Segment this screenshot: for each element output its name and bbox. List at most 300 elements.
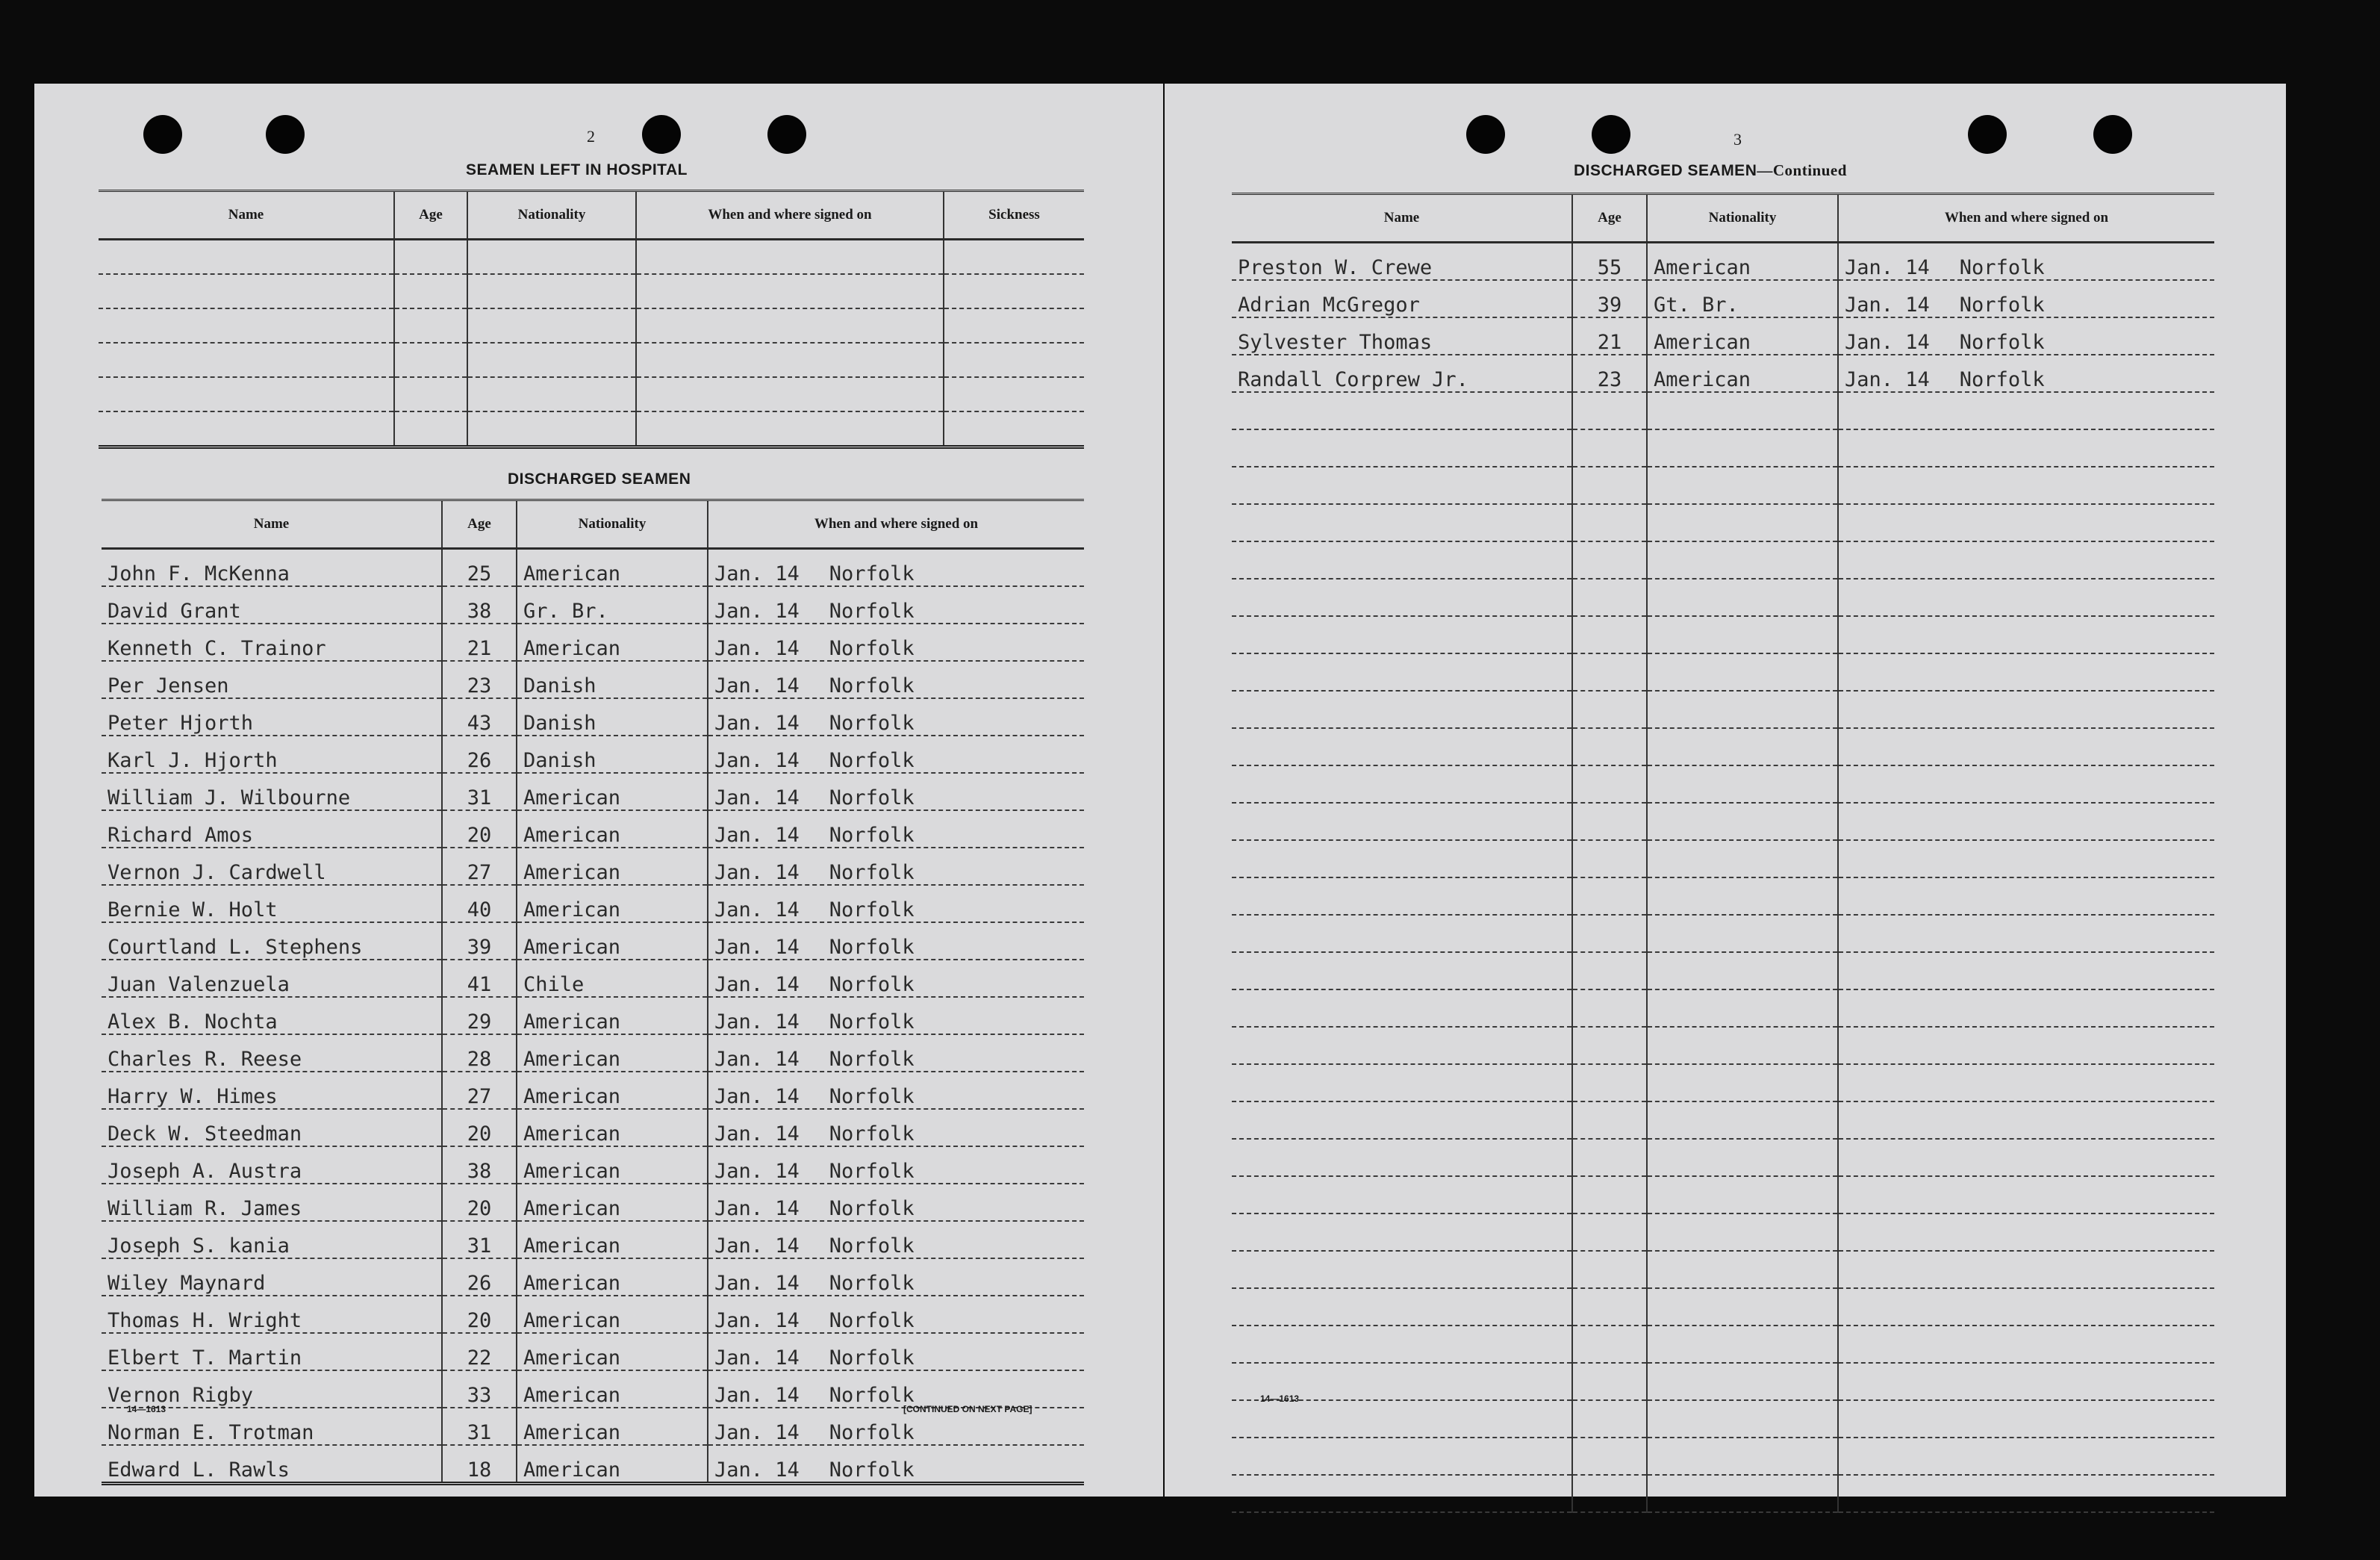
empty-cell [1232, 728, 1572, 765]
empty-cell [1647, 877, 1838, 915]
seaman-age: 29 [442, 997, 517, 1034]
signed-on-place: Norfolk [1959, 293, 2045, 317]
empty-cell [1647, 1400, 1838, 1438]
seaman-nationality: Chile [517, 960, 708, 997]
table-row [1232, 1213, 2214, 1251]
signed-on-date: Jan. 14 [714, 1421, 800, 1444]
seaman-age: 31 [442, 1221, 517, 1258]
signed-on-place: Norfolk [829, 1384, 915, 1407]
empty-cell [1572, 467, 1647, 504]
empty-cell [99, 377, 394, 411]
empty-cell [1647, 653, 1838, 691]
empty-cell [1232, 1064, 1572, 1101]
form-number: 14—1613 [1260, 1393, 1300, 1404]
empty-cell [1572, 952, 1647, 989]
seaman-name: Adrian McGregor [1232, 280, 1572, 317]
seaman-age: 28 [442, 1034, 517, 1072]
seaman-nationality: Danish [517, 736, 708, 773]
seaman-name: Randall Corprew Jr. [1232, 355, 1572, 392]
empty-cell [1647, 1326, 1838, 1363]
signed-on-date: Jan. 14 [714, 712, 800, 735]
column-header-age: Age [1572, 194, 1647, 243]
empty-cell [636, 411, 944, 447]
signed-on-place: Norfolk [829, 712, 915, 735]
empty-cell [394, 411, 467, 447]
seaman-name: Charles R. Reese [102, 1034, 442, 1072]
seaman-nationality: Danish [517, 661, 708, 698]
empty-cell [1838, 616, 2214, 653]
signed-on-place: Norfolk [1959, 368, 2045, 391]
right-page [1165, 84, 2286, 1497]
seaman-age: 43 [442, 698, 517, 736]
table-row [1232, 280, 2214, 317]
empty-cell [1572, 765, 1647, 803]
table-row [102, 549, 1084, 587]
signed-on-place: Norfolk [829, 1272, 915, 1295]
seaman-nationality: American [517, 1034, 708, 1072]
empty-cell [1232, 840, 1572, 877]
signed-on-place: Norfolk [829, 674, 915, 697]
empty-cell [1572, 1176, 1647, 1213]
empty-cell [467, 343, 636, 377]
empty-cell [1572, 877, 1647, 915]
table-row [102, 848, 1084, 885]
empty-cell [1647, 765, 1838, 803]
empty-cell [1647, 1213, 1838, 1251]
empty-cell [394, 377, 467, 411]
empty-cell [1232, 616, 1572, 653]
signed-on-place: Norfolk [829, 637, 915, 660]
empty-cell [1647, 504, 1838, 541]
signed-on-cell [708, 624, 1084, 661]
empty-cell [1572, 1213, 1647, 1251]
seaman-age: 39 [1572, 280, 1647, 317]
empty-cell [1838, 504, 2214, 541]
empty-cell [1572, 1438, 1647, 1475]
seaman-nationality: American [517, 1109, 708, 1146]
signed-on-cell [708, 1221, 1084, 1258]
signed-on-date: Jan. 14 [714, 1458, 800, 1482]
table-row [1232, 579, 2214, 616]
empty-cell [1232, 989, 1572, 1027]
column-header-nationality: Nationality [467, 191, 636, 240]
empty-cell [1232, 504, 1572, 541]
table-row [1232, 1363, 2214, 1400]
empty-cell [1838, 1363, 2214, 1400]
empty-cell [1838, 653, 2214, 691]
seaman-nationality: American [517, 1184, 708, 1221]
empty-cell [1572, 803, 1647, 840]
signed-on-place: Norfolk [829, 936, 915, 959]
empty-cell [1572, 1139, 1647, 1176]
signed-on-cell [708, 1034, 1084, 1072]
empty-cell [1647, 1027, 1838, 1064]
table-row [1232, 1400, 2214, 1438]
empty-cell [1838, 1213, 2214, 1251]
punch-hole [2093, 115, 2132, 154]
empty-cell [1232, 579, 1572, 616]
empty-cell [1232, 653, 1572, 691]
empty-cell [1232, 915, 1572, 952]
signed-on-values [714, 1272, 1084, 1295]
signed-on-values [1845, 256, 2214, 279]
table-row [1232, 691, 2214, 728]
empty-cell [636, 343, 944, 377]
discharged-continued-title [1574, 161, 1847, 180]
table-row [1232, 541, 2214, 579]
signed-on-values [714, 1458, 1084, 1482]
empty-cell [1232, 541, 1572, 579]
table-row [1232, 429, 2214, 467]
empty-cell [99, 308, 394, 343]
empty-cell [1647, 1139, 1838, 1176]
table-row [102, 1221, 1084, 1258]
empty-cell [1572, 392, 1647, 429]
seaman-nationality: American [517, 773, 708, 810]
empty-cell [1647, 1475, 1838, 1512]
signed-on-date: Jan. 14 [714, 1160, 800, 1183]
table-row [102, 1370, 1084, 1408]
signed-on-values [714, 1085, 1084, 1108]
signed-on-cell [708, 1333, 1084, 1370]
table-row [1232, 1176, 2214, 1213]
seaman-age: 39 [442, 922, 517, 960]
signed-on-date: Jan. 14 [714, 600, 800, 623]
signed-on-cell [708, 1296, 1084, 1333]
empty-cell [1838, 1438, 2214, 1475]
signed-on-values [714, 1309, 1084, 1332]
signed-on-date: Jan. 14 [714, 936, 800, 959]
signed-on-date: Jan. 14 [714, 1122, 800, 1146]
table-row [102, 1072, 1084, 1109]
seaman-age: 40 [442, 885, 517, 922]
signed-on-cell [1838, 243, 2214, 281]
seaman-age: 31 [442, 773, 517, 810]
hospital-table [99, 190, 1084, 449]
empty-cell [1232, 1213, 1572, 1251]
empty-cell [1232, 877, 1572, 915]
signed-on-values [714, 1122, 1084, 1146]
seaman-name: Vernon J. Cardwell [102, 848, 442, 885]
column-header-when-where: When and where signed on [708, 500, 1084, 549]
table-row [1232, 803, 2214, 840]
table-row [102, 773, 1084, 810]
seaman-name: Juan Valenzuela [102, 960, 442, 997]
table-row [1232, 952, 2214, 989]
empty-cell [1838, 728, 2214, 765]
seaman-nationality: Gt. Br. [1647, 280, 1838, 317]
column-header-name: Name [99, 191, 394, 240]
signed-on-date: Jan. 14 [714, 1010, 800, 1034]
seaman-name: Vernon Rigby [102, 1370, 442, 1408]
seaman-nationality: American [517, 1445, 708, 1484]
signed-on-cell [708, 960, 1084, 997]
signed-on-place: Norfolk [829, 1160, 915, 1183]
seaman-nationality: Gr. Br. [517, 586, 708, 624]
seaman-age: 20 [442, 1109, 517, 1146]
signed-on-place: Norfolk [829, 600, 915, 623]
empty-cell [1572, 616, 1647, 653]
empty-cell [1232, 803, 1572, 840]
empty-cell [944, 274, 1084, 308]
empty-cell [1838, 1064, 2214, 1101]
seaman-nationality: American [517, 624, 708, 661]
empty-cell [1232, 1139, 1572, 1176]
empty-cell [1647, 728, 1838, 765]
seaman-nationality: American [1647, 243, 1838, 281]
empty-cell [1647, 467, 1838, 504]
empty-cell [1838, 579, 2214, 616]
column-header-when-where: When and where signed on [1838, 194, 2214, 243]
left-page [34, 84, 1163, 1497]
signed-on-cell [708, 661, 1084, 698]
seaman-age: 20 [442, 810, 517, 848]
table-row [1232, 1064, 2214, 1101]
empty-cell [1838, 877, 2214, 915]
empty-cell [1572, 915, 1647, 952]
empty-cell [1232, 765, 1572, 803]
table-row [1232, 392, 2214, 429]
table-row [102, 810, 1084, 848]
empty-cell [1838, 1176, 2214, 1213]
seaman-age: 26 [442, 736, 517, 773]
empty-cell [1232, 1176, 1572, 1213]
seaman-age: 20 [442, 1296, 517, 1333]
empty-cell [1838, 989, 2214, 1027]
empty-cell [394, 274, 467, 308]
table-row [102, 736, 1084, 773]
punch-hole [1592, 115, 1630, 154]
signed-on-cell [708, 1184, 1084, 1221]
empty-cell [1838, 392, 2214, 429]
signed-on-cell [1838, 355, 2214, 392]
signed-on-cell [708, 586, 1084, 624]
table-row [102, 661, 1084, 698]
empty-cell [1572, 1475, 1647, 1512]
signed-on-date: Jan. 14 [714, 824, 800, 847]
signed-on-place: Norfolk [829, 824, 915, 847]
table-row [1232, 1027, 2214, 1064]
seaman-age: 41 [442, 960, 517, 997]
signed-on-place: Norfolk [829, 786, 915, 809]
signed-on-place: Norfolk [829, 1309, 915, 1332]
signed-on-cell [708, 698, 1084, 736]
empty-cell [1572, 840, 1647, 877]
seaman-age: 27 [442, 848, 517, 885]
signed-on-date: Jan. 14 [714, 674, 800, 697]
table-row [102, 997, 1084, 1034]
empty-cell [1232, 1438, 1572, 1475]
seaman-age: 55 [1572, 243, 1647, 281]
signed-on-date: Jan. 14 [714, 1272, 800, 1295]
signed-on-cell [708, 810, 1084, 848]
signed-on-place: Norfolk [829, 1458, 915, 1482]
column-header-sickness: Sickness [944, 191, 1084, 240]
seaman-age: 26 [442, 1258, 517, 1296]
column-header-nationality: Nationality [517, 500, 708, 549]
table-row [99, 308, 1084, 343]
signed-on-values [714, 1010, 1084, 1034]
signed-on-place: Norfolk [829, 1234, 915, 1258]
seaman-name: Kenneth C. Trainor [102, 624, 442, 661]
seaman-nationality: American [517, 1221, 708, 1258]
signed-on-place: Norfolk [829, 898, 915, 922]
signed-on-date: Jan. 14 [714, 898, 800, 922]
table-row [1232, 877, 2214, 915]
empty-cell [636, 240, 944, 275]
empty-cell [1572, 1288, 1647, 1326]
table-row [1232, 1251, 2214, 1288]
signed-on-cell [1838, 280, 2214, 317]
seaman-age: 23 [442, 661, 517, 698]
title-main: DISCHARGED SEAMEN [1574, 162, 1757, 179]
seaman-name: Thomas H. Wright [102, 1296, 442, 1333]
empty-cell [1838, 765, 2214, 803]
seaman-name: David Grant [102, 586, 442, 624]
seaman-age: 21 [442, 624, 517, 661]
empty-cell [1572, 1027, 1647, 1064]
empty-cell [1572, 1326, 1647, 1363]
empty-cell [467, 240, 636, 275]
signed-on-cell [708, 736, 1084, 773]
seaman-age: 38 [442, 1146, 517, 1184]
empty-cell [944, 343, 1084, 377]
empty-cell [1647, 803, 1838, 840]
empty-cell [99, 274, 394, 308]
signed-on-cell [708, 922, 1084, 960]
column-header-name: Name [1232, 194, 1572, 243]
seaman-age: 18 [442, 1445, 517, 1484]
seaman-name: Karl J. Hjorth [102, 736, 442, 773]
signed-on-values [714, 749, 1084, 772]
table-row [99, 343, 1084, 377]
signed-on-place: Norfolk [829, 1085, 915, 1108]
signed-on-date: Jan. 14 [1845, 368, 1930, 391]
table-row [1232, 1438, 2214, 1475]
seaman-age: 27 [442, 1072, 517, 1109]
signed-on-cell [708, 1445, 1084, 1484]
seaman-name: Wiley Maynard [102, 1258, 442, 1296]
empty-cell [467, 411, 636, 447]
signed-on-place: Norfolk [1959, 256, 2045, 279]
seaman-name: Elbert T. Martin [102, 1333, 442, 1370]
seaman-nationality: Danish [517, 698, 708, 736]
empty-cell [1647, 1438, 1838, 1475]
signed-on-place: Norfolk [1959, 331, 2045, 354]
empty-cell [394, 240, 467, 275]
seaman-nationality: American [517, 1296, 708, 1333]
empty-cell [1232, 1101, 1572, 1139]
seaman-name: William J. Wilbourne [102, 773, 442, 810]
seaman-name: Joseph S. kania [102, 1221, 442, 1258]
empty-cell [1838, 840, 2214, 877]
seaman-name: Sylvester Thomas [1232, 317, 1572, 355]
signed-on-cell [708, 997, 1084, 1034]
signed-on-values [1845, 331, 2214, 354]
empty-cell [1838, 1139, 2214, 1176]
empty-cell [1572, 429, 1647, 467]
signed-on-values [714, 1234, 1084, 1258]
empty-cell [1572, 728, 1647, 765]
seaman-name: Per Jensen [102, 661, 442, 698]
empty-cell [1838, 1101, 2214, 1139]
empty-cell [1572, 1101, 1647, 1139]
empty-cell [1647, 691, 1838, 728]
signed-on-values [714, 786, 1084, 809]
hospital-section-title: SEAMEN LEFT IN HOSPITAL [466, 161, 688, 178]
signed-on-place: Norfolk [829, 1122, 915, 1146]
signed-on-values [1845, 368, 2214, 391]
empty-cell [1572, 1400, 1647, 1438]
signed-on-date: Jan. 14 [1845, 331, 1930, 354]
empty-cell [1232, 1288, 1572, 1326]
table-row [1232, 1139, 2214, 1176]
signed-on-date: Jan. 14 [1845, 293, 1930, 317]
signed-on-values [714, 674, 1084, 697]
empty-cell [1647, 1101, 1838, 1139]
seaman-name: Alex B. Nochta [102, 997, 442, 1034]
signed-on-place: Norfolk [829, 562, 915, 585]
signed-on-cell [708, 1370, 1084, 1408]
empty-cell [1232, 1326, 1572, 1363]
empty-cell [1572, 653, 1647, 691]
empty-cell [636, 308, 944, 343]
signed-on-cell [708, 885, 1084, 922]
signed-on-cell [708, 1258, 1084, 1296]
empty-cell [1232, 429, 1572, 467]
seaman-name: Bernie W. Holt [102, 885, 442, 922]
signed-on-cell [1838, 317, 2214, 355]
table-row [1232, 765, 2214, 803]
signed-on-cell [708, 1109, 1084, 1146]
seaman-age: 22 [442, 1333, 517, 1370]
seaman-nationality: American [517, 885, 708, 922]
signed-on-place: Norfolk [829, 1346, 915, 1370]
seaman-name: Courtland L. Stephens [102, 922, 442, 960]
seaman-age: 25 [442, 549, 517, 587]
empty-cell [1647, 1251, 1838, 1288]
signed-on-values [714, 637, 1084, 660]
empty-cell [1232, 1400, 1572, 1438]
signed-on-place: Norfolk [829, 1010, 915, 1034]
table-row [1232, 653, 2214, 691]
empty-cell [1572, 579, 1647, 616]
seaman-nationality: American [517, 1370, 708, 1408]
empty-cell [1232, 1027, 1572, 1064]
empty-cell [1647, 1363, 1838, 1400]
table-row [102, 922, 1084, 960]
empty-cell [99, 343, 394, 377]
table-row [1232, 1288, 2214, 1326]
signed-on-place: Norfolk [829, 749, 915, 772]
empty-cell [1572, 1064, 1647, 1101]
signed-on-date: Jan. 14 [714, 1197, 800, 1220]
empty-cell [467, 308, 636, 343]
seaman-nationality: American [517, 1146, 708, 1184]
discharged-section-title: DISCHARGED SEAMEN [508, 470, 691, 488]
empty-cell [1838, 952, 2214, 989]
signed-on-values [714, 861, 1084, 884]
signed-on-cell [708, 1072, 1084, 1109]
discharged-continued-table [1232, 193, 2214, 1513]
title-suffix: —Continued [1757, 161, 1847, 179]
empty-cell [1838, 467, 2214, 504]
table-row [1232, 355, 2214, 392]
punch-hole [767, 115, 806, 154]
empty-cell [1232, 1251, 1572, 1288]
empty-cell [1647, 541, 1838, 579]
signed-on-date: Jan. 14 [714, 1085, 800, 1108]
